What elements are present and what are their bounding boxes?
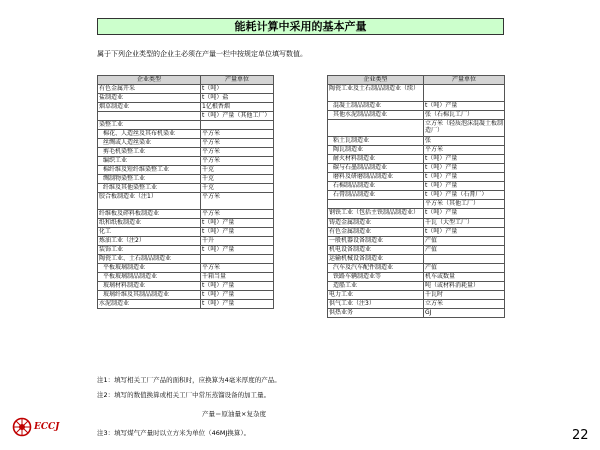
row-unit: t（吨）产量 — [424, 102, 505, 111]
row-type: 粘土瓦制造业 — [328, 137, 424, 146]
row-type: 棉花、人造丝及其布机染业 — [98, 130, 201, 139]
table-header-row — [328, 76, 505, 85]
row-type: 电力工业 — [328, 291, 424, 300]
row-type: 汽车及汽车配件制造业 — [328, 264, 424, 273]
row-unit: t（吨）产量 — [201, 219, 274, 228]
table-row — [98, 94, 274, 103]
table-row — [328, 191, 505, 200]
row-type: 丝绸或人造丝染业 — [98, 139, 201, 148]
row-type: 石膏制品制造业 — [328, 191, 424, 200]
row-unit: t（吨）产量 — [201, 300, 274, 309]
table-row — [328, 173, 505, 182]
table-row — [328, 85, 505, 102]
table-row — [98, 103, 274, 112]
table-row — [98, 157, 274, 166]
row-unit: 千瓦时 — [424, 291, 505, 300]
table-row — [98, 273, 274, 282]
row-type: 装饰工业 — [98, 246, 201, 255]
eccj-logo-icon — [12, 417, 32, 437]
row-type: 机电设备制造业 — [328, 246, 424, 255]
row-type: 玻璃纤维及其制品制造业 — [98, 291, 201, 300]
row-unit: 立方米 — [424, 300, 505, 309]
row-unit: 吨（或材料消耗量） — [424, 282, 505, 291]
row-unit: t（吨） — [201, 85, 274, 94]
table-row — [98, 148, 274, 157]
row-unit: t（吨）盐 — [201, 94, 274, 103]
table-row — [98, 175, 274, 184]
row-type: 陶瓷工业及土石制品制造业（续） — [328, 85, 424, 102]
row-type: 陶瓦制造业 — [328, 146, 424, 155]
eccj-logo — [12, 417, 62, 439]
row-unit: 平方米 — [201, 193, 274, 210]
table-row — [98, 166, 274, 175]
row-unit — [424, 85, 505, 102]
row-unit: 千瓦（大型工厂） — [424, 219, 505, 228]
row-unit: 张（石棉瓦工厂） — [424, 111, 505, 120]
right-table — [327, 75, 505, 318]
page-number: 22 — [572, 428, 589, 443]
row-type: 剪毛机染整工业 — [98, 148, 201, 157]
header-type: 企业类型 — [328, 76, 424, 85]
table-row — [328, 182, 505, 191]
row-type: 纤维板及碎料板制造业 — [98, 210, 201, 219]
table-row — [98, 282, 274, 291]
table-row — [328, 155, 505, 164]
header-type: 企业类型 — [98, 76, 201, 85]
row-type — [328, 120, 424, 137]
row-unit: t（吨）产量 — [424, 209, 505, 219]
table-row — [328, 228, 505, 237]
table-row — [98, 112, 274, 121]
row-type: 纸和纸板制造业 — [98, 219, 201, 228]
row-unit: 产值 — [424, 264, 505, 273]
row-type: 供热业务 — [328, 309, 424, 318]
table-row — [328, 137, 505, 146]
row-type: 化工 — [98, 228, 201, 237]
row-unit: t（吨）产量 — [424, 164, 505, 173]
page-title: 能耗计算中采用的基本产量 — [97, 18, 504, 35]
table-row — [98, 219, 274, 228]
row-type: 烟草制造业 — [98, 103, 201, 112]
table-row — [328, 237, 505, 246]
note-3: 注3：填写煤气产量时以立方米为单位（46MJ换算）。 — [97, 429, 251, 437]
table-row — [98, 210, 274, 219]
row-type: 有色金属开采 — [98, 85, 201, 94]
row-type: 胶合板制造业（注1） — [98, 193, 201, 210]
row-type: 平板玻璃制造业 — [98, 264, 201, 273]
row-type: 棉纤维及短纤维染整工业 — [98, 166, 201, 175]
row-unit: t（吨）产量（其他工厂） — [201, 112, 274, 121]
row-unit: 平方米 — [201, 139, 274, 148]
table-row — [328, 209, 505, 219]
row-unit: t（吨）产量 — [424, 182, 505, 191]
row-type: 其他水泥制品制造业 — [328, 111, 424, 120]
table-row — [98, 291, 274, 300]
row-type: 水泥制造业 — [98, 300, 201, 309]
row-unit: 机车或数量 — [424, 273, 505, 282]
table-row — [98, 130, 274, 139]
table-row — [328, 291, 505, 300]
row-unit: t（吨）产量 — [424, 155, 505, 164]
row-unit: 平方米（其他工厂） — [424, 200, 505, 209]
row-unit: t（吨）产量 — [201, 228, 274, 237]
row-type: 钢铁工业（包括主铁制品制造业） — [328, 209, 424, 219]
header-unit: 产量单位 — [201, 76, 274, 85]
row-unit: 千克 — [201, 166, 274, 175]
row-type: 炼油工业（注2） — [98, 237, 201, 246]
row-type: 染整工业 — [98, 121, 201, 130]
row-unit: 平方米 — [201, 148, 274, 157]
table-row — [98, 228, 274, 237]
row-type: 耐火材料制造业 — [328, 155, 424, 164]
header-unit: 产量单位 — [424, 76, 505, 85]
intro-text: 属于下列企业类型的企业主必须在产量一栏中按规定单位填写数值。 — [97, 50, 307, 58]
row-unit: t（吨）产量 — [424, 228, 505, 237]
row-type — [98, 112, 201, 121]
row-unit: 立方米（轻质泡沫混凝土板制造厂） — [424, 120, 505, 137]
row-type: 盐制造业 — [98, 94, 201, 103]
row-unit: t（吨）产量 — [201, 246, 274, 255]
row-unit: 张 — [424, 137, 505, 146]
table-row — [328, 111, 505, 120]
row-unit: t（吨）产量 — [201, 291, 274, 300]
row-unit: 千克 — [201, 175, 274, 184]
row-type: 造船工业 — [328, 282, 424, 291]
table-header-row — [98, 76, 274, 85]
table-row — [98, 139, 274, 148]
table-row — [98, 264, 274, 273]
row-unit: 千升 — [201, 237, 274, 246]
table-row — [328, 264, 505, 273]
row-unit: 平方米 — [201, 210, 274, 219]
row-type: 供气工业（注3） — [328, 300, 424, 309]
row-unit — [201, 255, 274, 264]
row-type: 玻璃材料制造业 — [98, 282, 201, 291]
row-type: 磨料及研磨制品制造业 — [328, 173, 424, 182]
table-row — [98, 255, 274, 264]
row-unit: 平方米 — [424, 146, 505, 155]
formula: 产量＝原油量×复杂度 — [202, 410, 266, 418]
row-unit: 平方米 — [201, 157, 274, 166]
row-unit: 千克 — [201, 184, 274, 193]
row-type: 一般机器设备制造业 — [328, 237, 424, 246]
table-row — [328, 246, 505, 255]
table-row — [328, 219, 505, 228]
row-unit: t（吨）产量（石膏厂） — [424, 191, 505, 200]
row-unit: 平方米 — [201, 130, 274, 139]
row-type: 混凝土制品制造业 — [328, 102, 424, 111]
row-type: 有色金属制造业 — [328, 228, 424, 237]
row-unit: 产值 — [424, 246, 505, 255]
row-type: 石棉制品制造业 — [328, 182, 424, 191]
row-type: 纤维及其他染整工业 — [98, 184, 201, 193]
row-type — [328, 200, 424, 209]
table-row — [98, 193, 274, 210]
row-type: 陶瓷工业、土石制品制造业 — [98, 255, 201, 264]
row-unit — [424, 255, 505, 264]
table-row — [98, 121, 274, 130]
row-unit: 平方米 — [201, 264, 274, 273]
row-unit: GJ — [424, 309, 505, 318]
row-unit: 产值 — [424, 237, 505, 246]
table-row — [328, 200, 505, 209]
table-row — [328, 300, 505, 309]
note-1: 注1：填写相关工厂产品的面积时，应换算为4毫米厚度的产品。 — [97, 376, 281, 384]
row-type: 碳与石墨制品制造业 — [328, 164, 424, 173]
table-row — [328, 255, 505, 264]
table-row — [98, 246, 274, 255]
row-type: 运输机械设备制造业 — [328, 255, 424, 264]
table-row — [98, 184, 274, 193]
table-row — [328, 273, 505, 282]
row-unit — [201, 121, 274, 130]
row-type: 铸造金属制造业 — [328, 219, 424, 228]
table-row — [328, 164, 505, 173]
row-unit: t（吨）产量 — [424, 173, 505, 182]
table-row — [328, 102, 505, 111]
table-row — [328, 120, 505, 137]
row-unit: 1亿根香烟 — [201, 103, 274, 112]
row-unit: t（吨）产量 — [201, 282, 274, 291]
row-type: 平板玻璃制品制造业 — [98, 273, 201, 282]
table-row — [328, 309, 505, 318]
table-row — [328, 146, 505, 155]
row-type: 绸制物染整工业 — [98, 175, 201, 184]
table-row — [328, 282, 505, 291]
table-row — [98, 237, 274, 246]
logo-text: ECCJ — [34, 422, 60, 432]
row-unit: 千箱当量 — [201, 273, 274, 282]
note-2: 注2：填写的数值换算或相关工厂中常压蒸馏设备的加工量。 — [97, 391, 271, 399]
table-row — [98, 85, 274, 94]
table-row — [98, 300, 274, 309]
row-type: 铁路车辆制造业等 — [328, 273, 424, 282]
row-type: 编织工业 — [98, 157, 201, 166]
left-table — [97, 75, 274, 309]
